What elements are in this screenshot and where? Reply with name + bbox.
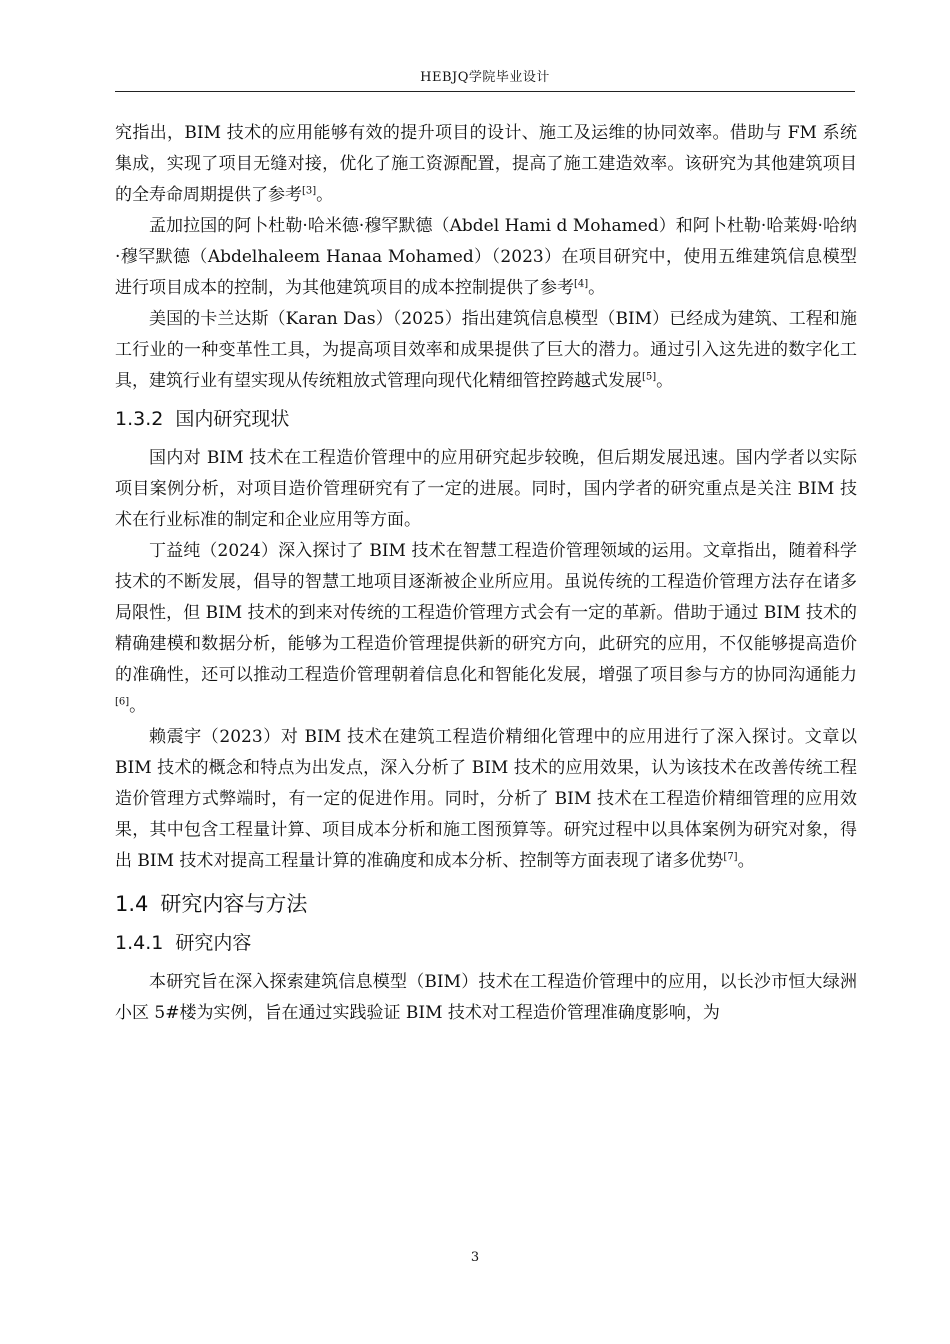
heading-number: 1.4.1 (115, 932, 164, 954)
paragraph: 丁益纯（2024）深入探讨了 BIM 技术在智慧工程造价管理领域的运用。文章指出，随着科学技术的不断发展，倡导的智慧工地项目逐渐被企业所应用。虽说传统的工程造价管理方法存在诸多局限性，但 BIM 技术的到来对传统的工程造价管理方式会有一定的革新。借助于通过 BIM 技术的精确建模和数据分析，能够为工程造价管理提供新的研究方向，此研究的应用，不仅能够提高造价的准确性，还可以推动工程造价管理朝着信息化和智能化发展，增强了项目参与方的协同沟通能力[6]。 (115, 541, 857, 716)
citation: [5] (642, 371, 657, 383)
paragraph: 本研究旨在深入探索建筑信息模型（BIM）技术在工程造价管理中的应用，以长沙市恒大绿洲小区 5#楼为实例，旨在通过实践验证 BIM 技术对工程造价管理准确度影响，为 (115, 972, 857, 1023)
page-header (115, 66, 855, 92)
heading-text: 研究内容 (175, 932, 252, 954)
paragraph: 孟加拉国的阿卜杜勒·哈米德·穆罕默德（Abdel Hami d Mohamed）和阿卜杜勒·哈莱姆·哈纳·穆罕默德（Abdelhaleem Hanaa Mohamed）（2023）在项目研究中，使用五维建筑信息模型进行项目成本的控制，为其他建筑项目的成本控制提供了参考[4]。 (115, 216, 857, 298)
paragraph: 美国的卡兰达斯（Karan Das）（2025）指出建筑信息模型（BIM）已经成为建筑、工程和施工行业的一种变革性工具，为提高项目效率和成果提供了巨大的潜力。通过引入这先进的数字化工具，建筑行业有望实现从传统粗放式管理向现代化精细管控跨越式发展[5]。 (115, 309, 857, 391)
section-heading-1-3-2 (115, 405, 857, 433)
citation: [3] (302, 185, 317, 197)
citation: [7] (723, 851, 738, 863)
paragraph: 赖震宇（2023）对 BIM 技术在建筑工程造价精细化管理中的应用进行了深入探讨。文章以 BIM 技术的概念和特点为出发点，深入分析了 BIM 技术的应用效果，认为该技术在改善传统工程造价管理方式弊端时，有一定的促进作用。同时，分析了 BIM 技术在工程造价精细管理的应用效果，其中包含工程量计算、项目成本分析和施工图预算等。研究过程中以具体案例为研究对象，得出 BIM 技术对提高工程量计算的准确度和成本分析、控制等方面表现了诸多优势[7]。 (115, 727, 857, 871)
paragraph: 究指出，BIM 技术的应用能够有效的提升项目的设计、施工及运维的协同效率。借助与 FM 系统集成，实现了项目无缝对接，优化了施工资源配置，提高了施工建造效率。该研究为其他建筑项目的全寿命周期提供了参考[3]。 (115, 123, 857, 205)
section-heading-1-4-1 (115, 929, 857, 957)
citation: [6] (115, 696, 130, 708)
document-body (115, 118, 857, 1029)
heading-number: 1.3.2 (115, 408, 164, 430)
heading-number: 1.4 (115, 892, 149, 916)
paragraph: 国内对 BIM 技术在工程造价管理中的应用研究起步较晚，但后期发展迅速。国内学者以实际项目案例分析，对项目造价管理研究有了一定的进展。同时，国内学者的研究重点是关注 BIM 技术在行业标准的制定和企业应用等方面。 (115, 448, 857, 530)
header-title: HEBJQ学院毕业设计 (420, 70, 550, 85)
citation: [4] (574, 278, 589, 290)
page-number: 3 (470, 1250, 480, 1265)
heading-text: 研究内容与方法 (160, 892, 308, 916)
section-heading-1-4 (115, 889, 857, 919)
heading-text: 国内研究现状 (175, 408, 290, 430)
